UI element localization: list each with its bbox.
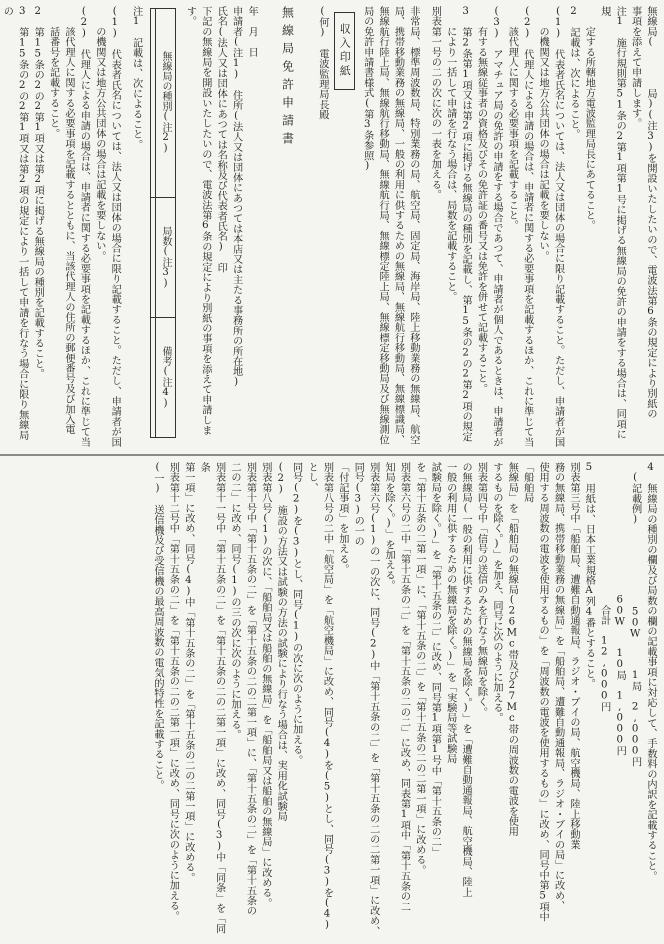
text-line: 別表第六号(1)の一の次に、同号(2)中「第十五条の二」を「第十五条の二の二第一項」に改め、同号(3)の一の xyxy=(352,462,379,936)
text-line: 別表第八号の二中「航空局」を「航空機局」に改め、同号(4)を(5)とし、同号(3)を(4)とし、 xyxy=(306,462,333,931)
text-line: (2) 施設の方法又は試験の方法の試験により行なう場合は、実用化試験局 xyxy=(275,462,287,822)
text-line: 有する無線従事者の資格及びその免許証の番号又は免許を併せて記載すること。 xyxy=(475,6,487,394)
text-line: 4 無線局の種別の欄及び局数の欄の記載事項に対応して、手数料の内訳を記載すること。 xyxy=(645,462,656,881)
table-cell xyxy=(150,9,155,198)
note-line: (2) 代理人による申請の場合は、申請者に関する必要事項を記載するほか、これに準じて当 xyxy=(78,6,90,447)
note-line: 話番号を記載すること。 xyxy=(47,6,59,139)
table-header-count: 局数(注3) xyxy=(155,197,175,317)
text-line: 同号(2)を(3)とし、同号(1)の次に次のように加える。 xyxy=(290,462,302,765)
name-label: 氏名(法人又は団体にあつては名称及び代表者氏名) xyxy=(215,6,227,253)
text-line: 該代理人に関する必要事項を記載すること。 xyxy=(506,6,518,231)
text-line: 試験局を除く。)」を「第十五条の二」に改め、同号第1項第1号中「第十五条の二」 xyxy=(429,462,441,858)
text-line: 別表第十号中「第十五条の二」を「第十五条の二の二第一項」に、「第十五条の二」を「第十五条の xyxy=(244,462,256,916)
text-line: 無線局( 局)(注3)を開設いたしたいので、電波法第6条の規定により別紙の xyxy=(645,6,656,419)
upper-section xyxy=(1,6,658,448)
text-line: (記載例) 50W 1局 2,000円 xyxy=(629,462,641,767)
applicant-name xyxy=(213,6,228,448)
appendix-line: の次に次の一表を加える。 xyxy=(429,77,441,200)
text-line: 60W 10局 1,000円 xyxy=(614,462,626,756)
text-line: (1) 代表者氏名については、法人又は団体の場合に限り記載すること。ただし、申請者が国 xyxy=(552,6,564,447)
date-label: 年 月 日 xyxy=(246,6,258,57)
text-line: 別表第六号の二中「第十五条の二」を「第十五条の二の二」に改め、同表第1項中「第十五条の二 xyxy=(398,462,410,912)
text-line: 3 第2条第1項又は第2項に掲げる無線局の種別を記載し、第15条の2の2第2項の規定 xyxy=(460,6,472,442)
text-line: 5 用紙は、日本工業規格A列4番とすること。 xyxy=(583,462,595,689)
text-line: の無線局(一般の利用に供するための無線局を除く。)」を「遭難自動通報局、航空機局、陸上 xyxy=(460,462,472,898)
address-label: 住所(法人又は団体にあつては本店又は主たる事務所の所在地) xyxy=(230,90,242,388)
text-line: 無線局」を「船舶局の無線局(26Mc帯及び27Mc帯の周波数の電波を使用 xyxy=(506,462,518,837)
table-cell xyxy=(150,197,155,317)
note-line: の機関又は地方公共団体の場合は記載を要しない。 xyxy=(93,6,105,261)
text-line: 二の二」に改め、同号(1)の三の次に次のように加える。 xyxy=(229,462,241,740)
text-line: 務の無線局、携帯移動業務の無線局」を「船舶局、遭難自動通報局、ラジオ・ブイの局」に改め、 xyxy=(552,462,564,911)
applicant-label: 申請者(注1) xyxy=(230,6,242,80)
appendix-title: 別表第一号の二 xyxy=(429,6,441,78)
text-line: 別表第十二号中「第十五条の二」を「第十五条の二の二第一項」に改め、同号に次のように加える。 xyxy=(167,462,179,921)
text-line: 第一項」に改め、同号(4)中「第十五条の二」を「第十五条の二の二第一項」に改める。 xyxy=(182,462,194,883)
lower-section xyxy=(6,462,658,936)
note-line: 該代理人に関する必要事項を記載するとともに、当該代理人の住所の郵便番号及び加入電 xyxy=(63,6,74,435)
text-line: の機関又は地方公共団体の場合は記載を要しない。 xyxy=(537,6,549,261)
applicant-address xyxy=(228,6,243,448)
text-line: 知局を除く。)」を加える。 xyxy=(383,462,395,591)
form-title: 無線局免許申請書 xyxy=(280,6,295,150)
text-line: 別表第三号中「船舶局、遭難自動通報局、ラジオ・ブイの局、航空機局、陸上移動業 xyxy=(567,462,579,850)
note-line: 2 第15条の2の2第1項又は第2項に掲げる無線局の種別を記載すること。 xyxy=(32,6,44,379)
text-line: により一括して申請を行なう場合は、局数を記載すること。 xyxy=(444,6,456,302)
text-line: 注1 施行規則第51条の2第1項第1号に掲げる無線局の免許の申請をする場合は、同項に規 xyxy=(598,6,626,440)
text-line: (一) 送信機及び受信機の最高周波数の電気的特性を記載すること。 xyxy=(152,462,163,790)
text-line: (3) アマチュア局の免許の申請をする場合であつて、申請者が個人であるときは、申請者が xyxy=(490,6,502,447)
seal-mark: 印 xyxy=(215,262,227,273)
table-cell xyxy=(150,317,155,437)
text-line: するものを除く。)」を加え、同号に次のように加える。 xyxy=(490,462,502,723)
text-line: を「第十五条の二第一項」に、「第十五条の二」を「第十五条の二の二第一項」に改める。 xyxy=(413,462,425,876)
note-line: 注1 記載は、次によること。 xyxy=(130,6,142,150)
appendix-items: 非常局、標準周波数局、特別業務の局、航空局、固定局、海岸局、陸上移動業務の無線局、航空局、携帯移動業務の無線局、一般の利用に供するための無線局、無線航行移動局、無線標識局、無線航行陸上局、無線航行移動局、無線航行局、無線標定陸上局、無線標定移動局及び無線測位局の免許申請書様式(第3条参照) xyxy=(361,6,419,445)
revenue-stamp-box: 収入印紙 xyxy=(334,12,355,90)
text-line: 「付記事項」を加える。 xyxy=(336,462,348,575)
note-line: 3 第15条の2の2第1項又は第2項の規定により一括して申請を行なう場合に限り無線局の xyxy=(1,6,28,440)
text-line: 使用する周波数の電波を使用するもの」を「周波数の電波を使用するもの」に改め、同号中第5項中「船舶局 xyxy=(521,462,549,922)
text-line: 別表第四号中「信号の送信のみを行なう無線局を除く。 xyxy=(475,462,487,717)
text-line: 事項を添えて申請します。 xyxy=(629,6,641,129)
text-line: 一般の利用に供するための無線局を除く。)」を「実験局等試験局 xyxy=(444,462,456,764)
addressee: (何) 電波監理局長殿 xyxy=(316,6,328,120)
station-table xyxy=(150,8,176,438)
table-header-type: 無線局の種別(注2) xyxy=(155,9,175,198)
appendix-heading xyxy=(427,6,442,448)
closing-statement: 下記の無線局を開設いたしたいので、電波法第6条の規定により別紙の事項を添えて申請します。 xyxy=(184,6,211,436)
text-line: 別表第八号(1)の次に、「船舶局又は船舶の無線局」を「船舶局又は船舶の無線局」に改める。 xyxy=(259,462,271,909)
text-line: 合計 12,000円 xyxy=(598,462,610,712)
text-line: 2 記載は、次によること。 xyxy=(567,6,579,140)
text-line: 別表第十一号中「第十五条の二」を「第十五条の二の二第一項」に改め、同号(3)中「同条」を「同条 xyxy=(198,462,225,934)
text-line: 定する所轄地方電波監理局長にあてること。 xyxy=(583,6,595,231)
table-header-remarks: 備考(注4) xyxy=(155,317,175,437)
text-line: (2) 代理人による申請の場合は、申請者に関する必要事項を記載するほか、これに準じて当 xyxy=(521,6,533,447)
note-line: (1) 代表者氏名については、法人又は団体の場合に限り記載すること。ただし、申請者が国 xyxy=(109,6,121,447)
section-divider xyxy=(0,454,664,456)
